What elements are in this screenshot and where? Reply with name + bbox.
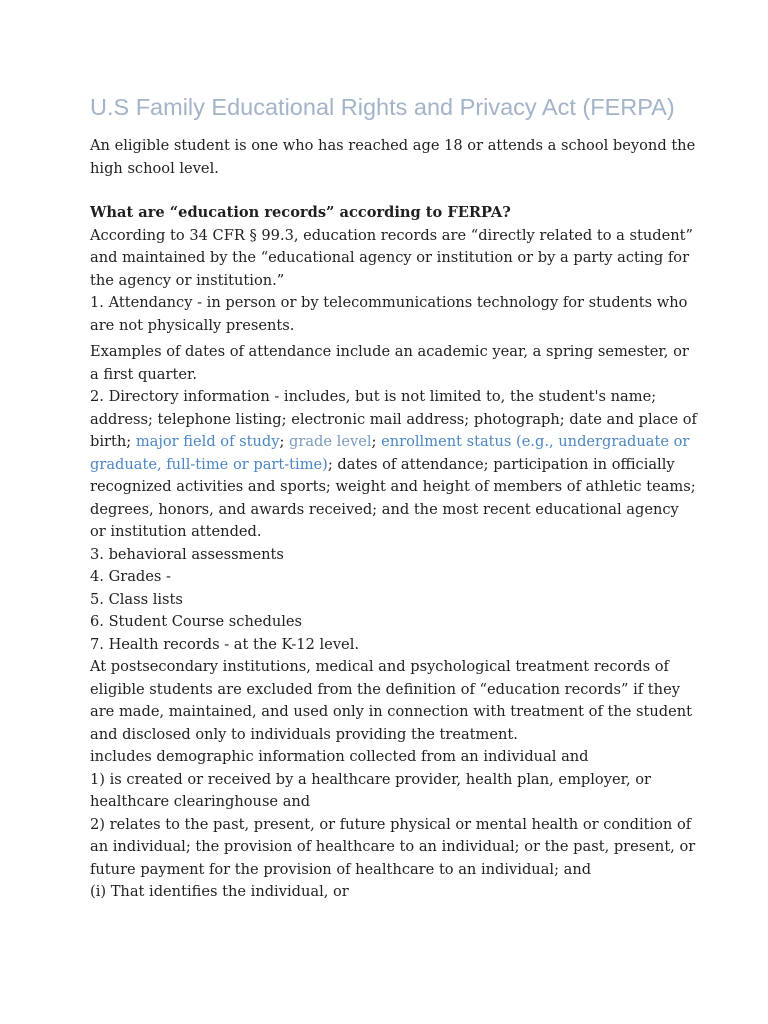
question-heading: What are “education records” according to FERPA?: [90, 204, 511, 221]
enrollment-status-link[interactable]: enrollment status (e.g., undergraduate or graduate, full-time or part-time): [90, 433, 690, 473]
examples-paragraph: Examples of dates of attendance include an academic year, a spring semester, or a first quarter.: [90, 343, 689, 383]
document-body: [90, 135, 698, 904]
separator: ;: [279, 433, 290, 450]
demographic-paragraph: includes demographic information collected from an individual and: [90, 748, 589, 765]
list-item-course-schedules: 6. Student Course schedules: [90, 613, 303, 630]
clause-two: 2) relates to the past, present, or future physical or mental health or condition of an individual; the provision of healthcare to an individual; or the past, present, or future payment for the provision of healthcare to an individual; and: [90, 815, 696, 878]
intro-paragraph: An eligible student is one who has reached age 18 or attends a school beyond the high school level.: [90, 137, 696, 177]
definition-paragraph: According to 34 CFR § 99.3, education records are “directly related to a student” and maintained by the “educational agency or institution or by a party acting for the agency or institution.”: [90, 226, 693, 289]
grade-level-link[interactable]: grade level: [289, 433, 372, 450]
list-item-health-records: 7. Health records - at the K-12 level.: [90, 635, 360, 653]
postsecondary-paragraph: At postsecondary institutions, medical and psychological treatment records of eligible students are excluded from the definition of “education records” if they are made, maintained, and used only in connection with treatment of the student and disclosed only to individuals providing the treatment.: [90, 658, 693, 743]
directory-text: 2. Directory information - includes, but is not limited to, the student's name; address; telephone listing; electronic mail address; photograph; date and place of birth;: [90, 388, 697, 450]
major-field-link[interactable]: major field of study: [135, 433, 280, 450]
directory-text-continued: ; dates of attendance; participation in officially recognized activities and sports; weight and height of members of athletic teams; degrees, honors, and awards received; and the most recent educational agency or institution attended.: [90, 455, 696, 540]
list-item-grades: 4. Grades -: [90, 568, 171, 585]
clause-i: (i) That identifies the individual, or: [90, 883, 349, 900]
separator: ;: [371, 433, 382, 450]
page-title: U.S Family Educational Rights and Privacy Act (FERPA): [90, 94, 675, 120]
list-item-attendancy: 1. Attendancy - in person or by telecommunications technology for students who are not physically presents.: [90, 294, 688, 334]
clause-one: 1) is created or received by a healthcare provider, health plan, employer, or healthcare clearinghouse and: [90, 770, 651, 810]
list-item-directory-information: [90, 386, 698, 544]
list-item-class-lists: 5. Class lists: [90, 590, 183, 608]
list-item-behavioral: 3. behavioral assessments: [90, 545, 284, 563]
